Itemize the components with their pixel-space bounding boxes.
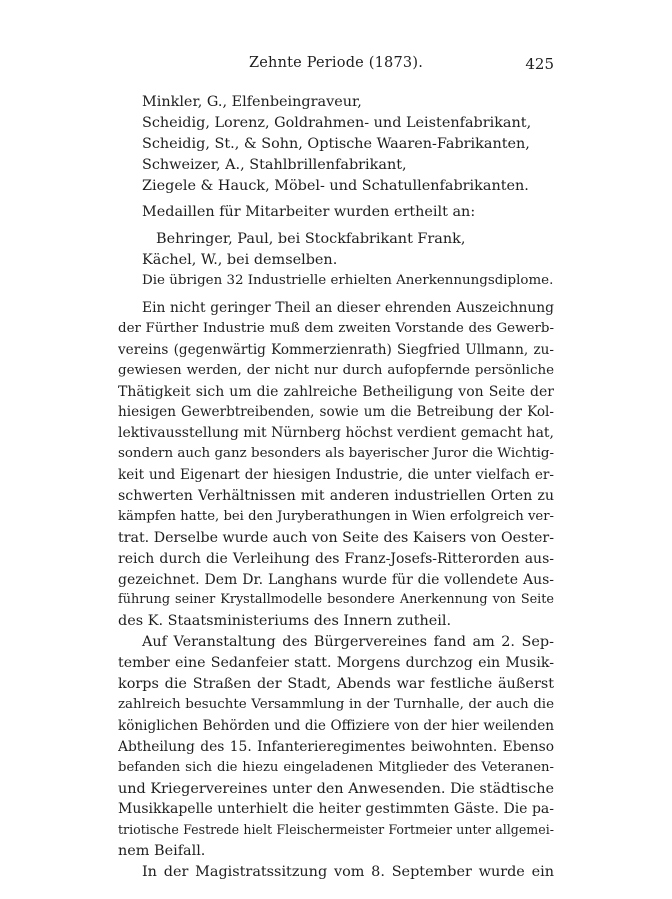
running-header	[118, 55, 554, 79]
paragraph-line: Abtheilung des 15. Infanterieregimentes beiwohnten. Ebenso	[118, 738, 554, 755]
paragraph-line: nem Beifall.	[118, 843, 206, 860]
paragraph-line: korps die Straßen der Stadt, Abends war festliche äußerst	[118, 676, 554, 693]
diploma-line: Die übrigen 32 Industrielle erhielten Anerkennungsdiplome.	[142, 273, 554, 289]
paragraph-line: Thätigkeit sich um die zahlreiche Betheiligung von Seite der	[118, 383, 554, 400]
paragraph-line: Musikkapelle unterhielt die heiter gestimmten Gäste. Die pa-	[118, 801, 554, 818]
paragraph-line: des K. Staatsministeriums des Innern zutheil.	[118, 613, 452, 630]
paragraph-line: und Kriegervereines unter den Anwesenden. Die städtische	[118, 780, 554, 797]
exhibitor-entry: Scheidig, St., & Sohn, Optische Waaren-Fabrikanten,	[142, 135, 530, 152]
paragraph-magistrat	[118, 862, 554, 883]
exhibitor-entry: Scheidig, Lorenz, Goldrahmen- und Leistenfabrikant,	[142, 114, 532, 131]
paragraph-line: trat. Derselbe wurde auch von Seite des Kaisers von Oester-	[118, 529, 554, 546]
paragraph-line: befanden sich die hiezu eingeladenen Mitglieder des Veteranen-	[118, 759, 554, 775]
paragraph-ullmann	[118, 298, 554, 632]
paragraph-line: führung seiner Krystallmodelle besondere Anerkennung von Seite	[118, 592, 554, 608]
paragraph-line: keit und Eigenart der hiesigen Industrie, die unter vielfach er-	[118, 467, 554, 484]
exhibitor-entry: Ziegele & Hauck, Möbel- und Schatullenfabrikanten.	[142, 177, 529, 194]
paragraph-line: reich durch die Verleihung des Franz-Josefs-Ritterorden aus-	[118, 550, 554, 567]
paragraph-line: zahlreich besuchte Versammlung in der Turnhalle, der auch die	[118, 696, 554, 712]
worker-entry: Behringer, Paul, bei Stockfabrikant Frank,	[156, 231, 466, 248]
paragraph-line: gewiesen werden, der nicht nur durch aufopfernde persönliche	[118, 362, 554, 378]
page-number: 425	[525, 55, 554, 73]
paragraph-line: hiesigen Gewerbtreibenden, sowie um die Betreibung der Kol-	[118, 404, 554, 421]
paragraph-line: vereins (gegenwärtig Kommerzienrath) Siegfried Ullmann, zu-	[118, 341, 554, 358]
medal-heading: Medaillen für Mitarbeiter wurden ertheilt an:	[142, 204, 476, 221]
paragraph-line: der Fürther Industrie muß dem zweiten Vorstande des Gewerb-	[118, 320, 554, 336]
paragraph-line: schwerten Verhältnissen mit anderen industriellen Orten zu	[118, 488, 554, 505]
paragraph-line: sondern auch ganz besonders als bayerischer Juror die Wichtig-	[118, 446, 554, 462]
paragraph-line: königlichen Behörden und die Offiziere von der hier weilenden	[118, 717, 554, 734]
exhibitor-list	[118, 92, 554, 196]
paragraph-line: Auf Veranstaltung des Bürgervereines fand am 2. Sep-	[142, 634, 554, 651]
paragraph-line: kämpfen hatte, bei den Juryberathungen in Wien erfolgreich ver-	[118, 508, 554, 524]
exhibitor-entry: Minkler, G., Elfenbeingraveur,	[142, 94, 362, 110]
paragraph-line: Ein nicht geringer Theil an dieser ehrenden Auszeichnung	[142, 300, 554, 317]
worker-list	[118, 229, 554, 271]
paragraph-line: gezeichnet. Dem Dr. Langhans wurde für die vollendete Aus-	[118, 571, 554, 588]
body-text	[118, 92, 554, 883]
worker-entry: Kächel, W., bei demselben.	[142, 252, 338, 269]
paragraph-sedanfeier	[118, 632, 554, 862]
paragraph-line: lektivausstellung mit Nürnberg höchst verdient gemacht hat,	[118, 425, 554, 442]
paragraph-line: In der Magistratssitzung vom 8. September wurde ein	[142, 864, 554, 881]
paragraph-line: triotische Festrede hielt Fleischermeister Fortmeier unter allgemei-	[118, 822, 554, 838]
exhibitor-entry: Schweizer, A., Stahlbrillenfabrikant,	[142, 156, 407, 173]
running-title: Zehnte Periode (1873).	[248, 55, 424, 71]
paragraph-line: tember eine Sedanfeier statt. Morgens durchzog ein Musik-	[118, 655, 554, 672]
